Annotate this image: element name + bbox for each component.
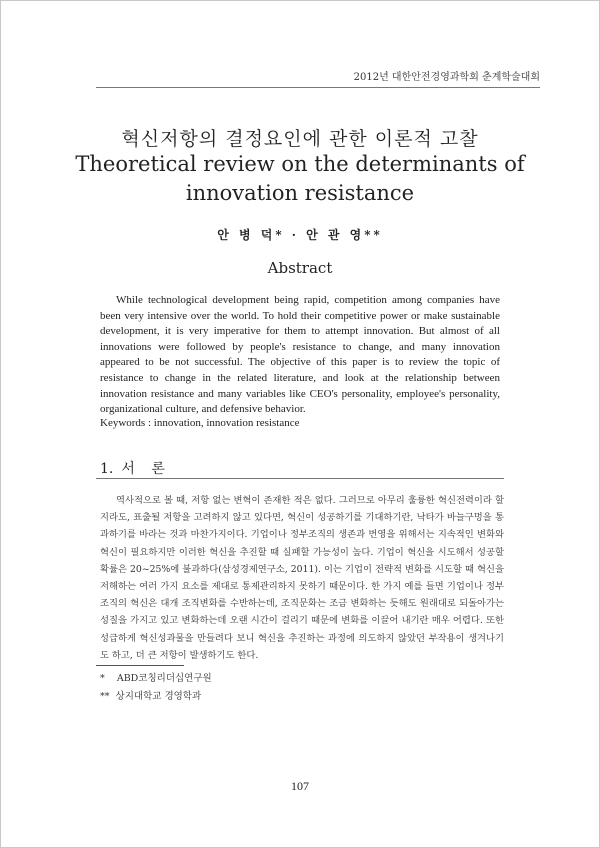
conference-header: 2012년 대한안전경영과학회 춘계학술대회 (353, 72, 540, 83)
abstract-body (100, 293, 500, 418)
authors: 안 병 덕* · 안 관 영** (217, 228, 383, 242)
footnote-rule (96, 665, 184, 666)
section-title: 서 론 (121, 461, 171, 477)
body-paragraph: 역사적으로 볼 때, 저항 없는 변혁이 존재한 적은 없다. 그러므로 아무리 훌륭한 혁신전력이라 할지라도, 표출될 저항을 고려하지 않고 있다면, 혁신이 성공하기를 기대하기란, 낙타가 바늘구멍을 통과하기를 바라는 것과 마찬가지이다. 기업이나 정부조직의 생존과 번영을 위해서는 지속적인 변화와 혁신이 필요하지만 이러한 혁신을 추진할 때 실패할 가능성이 높다. 기업이 혁신을 시도해서 성공할 확률은 20~25%에 불과하다(삼성경제연구소, 2011). 이는 기업이 전략적 변화를 시도할 때 혁신을 저해하는 여러 가지 요소를 제대로 통제관리하지 못하기 때문이다. 한 가지 예를 들면 기업이나 정부조직의 혁신은 대개 조직변화를 수반하는데, 조직문화는 조금 변화하는 듯해도 원래대로 되돌아가는 성질을 가지고 있고 변화하는데 오랜 시간이 걸리기 때문에 변화를 이끌어 내기란 매우 어렵다. 또한 성급하게 혁신성과물을 만들려다 보니 혁신을 추진하는 과정에 의도하지 않았던 부작용이 생겨나기도 하고, 더 큰 저항이 발생하기도 한다. (100, 495, 504, 661)
section-rule (96, 478, 504, 479)
section-body (100, 492, 504, 664)
section-heading (100, 458, 171, 478)
keywords: Keywords : innovation, innovation resistance (100, 417, 300, 429)
footnote-affiliation-1: * ABD코칭리더십연구원 (100, 673, 212, 684)
abstract-heading: Abstract (267, 259, 333, 277)
section-number: 1. (100, 461, 114, 477)
footnote-affiliation-2: ** 상지대학교 경영학과 (100, 691, 202, 702)
korean-title: 혁신저항의 결정요인에 관한 이론적 고찰 (121, 128, 479, 150)
english-title: Theoretical review on the determinants of innovation resistance (75, 152, 525, 205)
header-rule (96, 87, 540, 88)
abstract-paragraph: While technological development being rapid, competition among companies have been very intensive over the world. To hold their competitive power or make sustainable development, it is very imperative for them to attempt innovation. But almost of all innovations were followed by people's resistance to change, and many innovation appeared to be not successful. The objective of this paper is to review the topic of resistance to change in the related literature, and look at the relationship between innovation resistance and many variables like CEO's personality, employee's personality, organizational culture, and defensive behavior. (100, 294, 500, 416)
page-number: 107 (291, 779, 309, 793)
